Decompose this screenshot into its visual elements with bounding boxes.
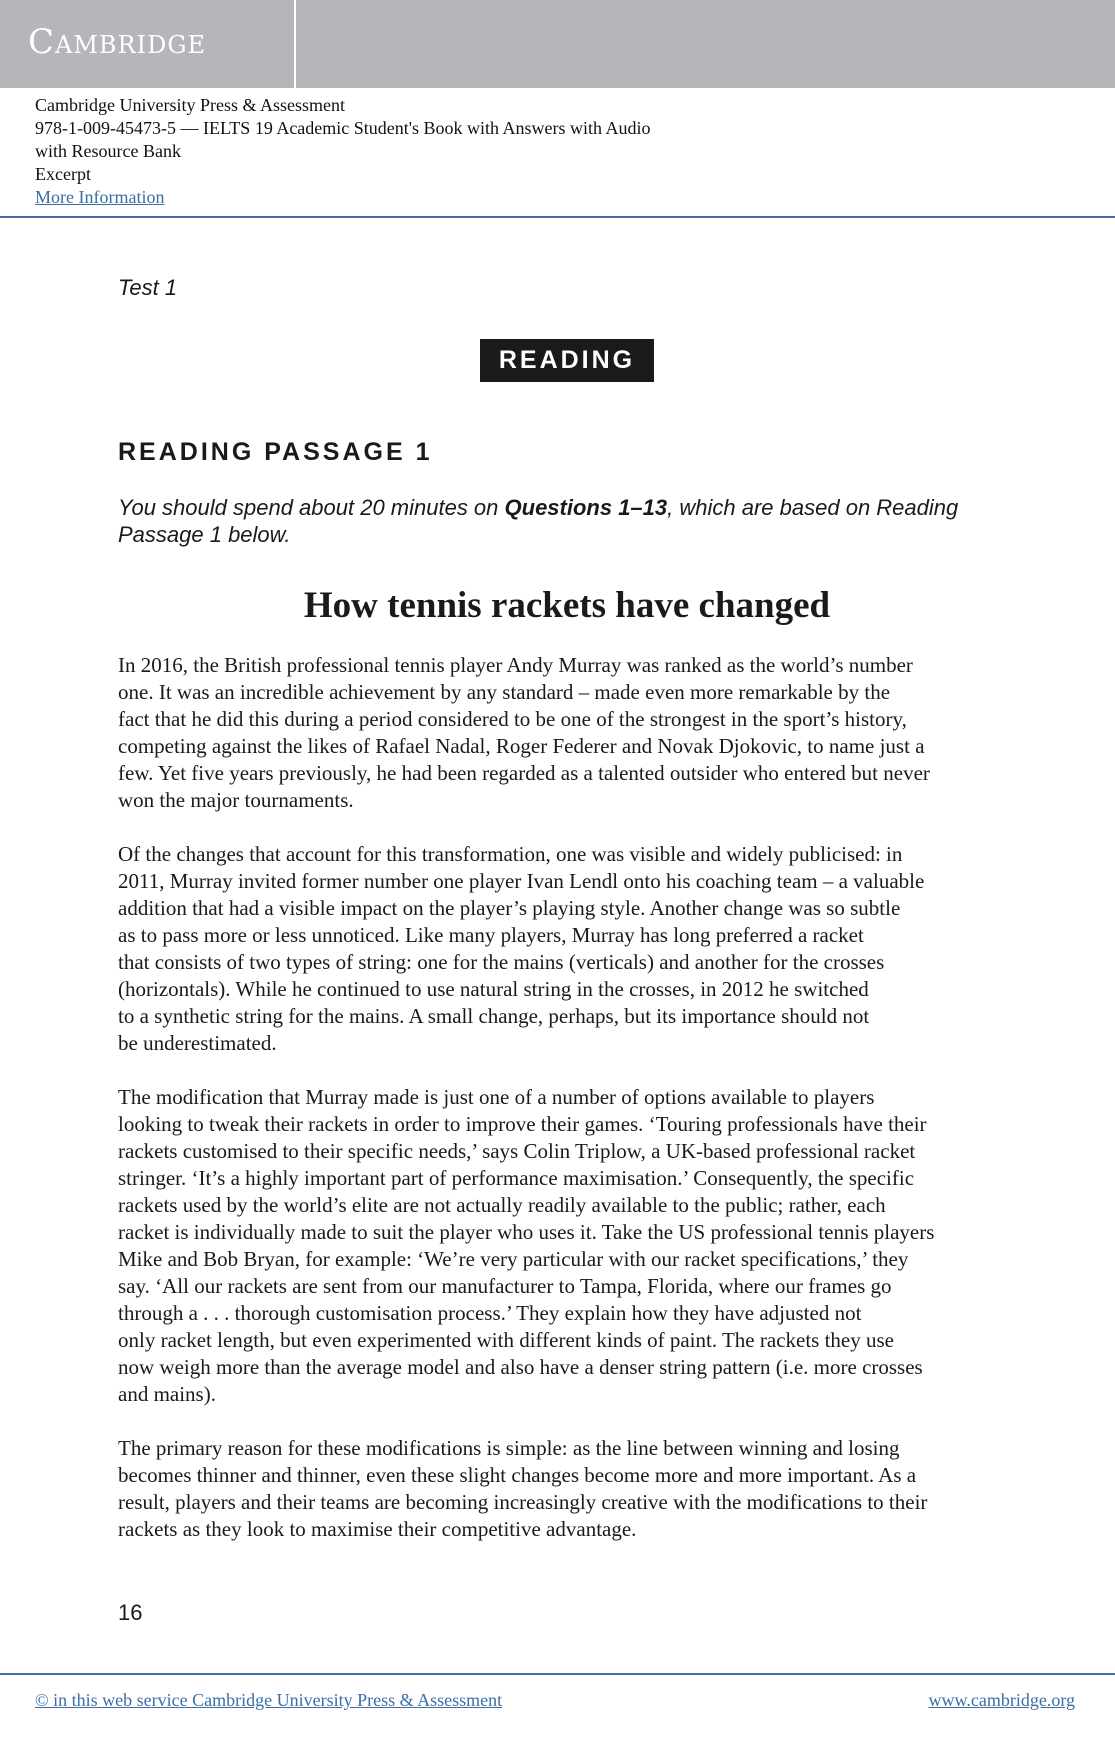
paragraph-line: few. Yet five years previously, he had been regarded as a talented outsider who entered but never: [118, 761, 930, 785]
paragraph-line: say. ‘All our rackets are sent from our manufacturer to Tampa, Florida, where our frames go: [118, 1274, 892, 1298]
paragraph-line: addition that had a visible impact on the player’s playing style. Another change was so subtle: [118, 896, 901, 920]
paragraph-line: stringer. ‘It’s a highly important part of performance maximisation.’ Consequently, the specific: [118, 1166, 915, 1190]
isbn-title-line1: 978-1-009-45473-5 — IELTS 19 Academic Student's Book with Answers with Audio: [35, 118, 651, 138]
instructions-questions-range: Questions 1–13: [504, 495, 668, 520]
paragraph-line: only racket length, but even experimented with different kinds of paint. The rackets they use: [118, 1328, 894, 1352]
paragraph-4: [118, 1435, 1018, 1543]
section-badge: READING: [480, 339, 654, 382]
paragraph-3: [118, 1084, 1018, 1408]
paragraph-2: [118, 841, 1018, 1057]
footer-rule: [0, 1673, 1115, 1675]
paragraph-line: won the major tournaments.: [118, 788, 354, 812]
copyright-link[interactable]: © in this web service Cambridge University Press & Assessment: [35, 1690, 503, 1710]
paragraph-line: becomes thinner and thinner, even these slight changes become more and more important. As a: [118, 1463, 917, 1487]
paragraph-line: The modification that Murray made is just one of a number of options available to players: [118, 1085, 875, 1109]
paragraph-line: to a synthetic string for the mains. A small change, perhaps, but its importance should not: [118, 1004, 870, 1028]
paragraph-line: In 2016, the British professional tennis player Andy Murray was ranked as the world’s number: [118, 653, 913, 677]
cambridge-logo[interactable]: Cambridge: [28, 22, 207, 62]
paragraph-line: fact that he did this during a period considered to be one of the strongest in the sport’s history,: [118, 707, 907, 731]
paragraph-1: [118, 652, 1018, 814]
paragraph-line: looking to tweak their rackets in order to improve their games. ‘Touring professionals have their: [118, 1112, 927, 1136]
paragraph-line: and mains).: [118, 1382, 216, 1406]
instructions: [118, 494, 1008, 548]
paragraph-line: rackets used by the world’s elite are not actually readily available to the public; rather, each: [118, 1193, 886, 1217]
header-rule: [0, 216, 1115, 218]
paragraph-line: rackets customised to their specific needs,’ says Colin Triplow, a UK-based professional racket: [118, 1139, 916, 1163]
more-information-link[interactable]: More Information: [35, 187, 165, 207]
paragraph-line: be underestimated.: [118, 1031, 277, 1055]
paragraph-line: through a . . . thorough customisation process.’ They explain how they have adjusted not: [118, 1301, 862, 1325]
excerpt-label: Excerpt: [35, 164, 91, 184]
paragraph-line: The primary reason for these modifications is simple: as the line between winning and losing: [118, 1436, 900, 1460]
isbn-title-line2: with Resource Bank: [35, 141, 181, 161]
paragraph-line: racket is individually made to suit the player who uses it. Take the US professional tennis players: [118, 1220, 935, 1244]
passage-heading: READING PASSAGE 1: [118, 438, 433, 466]
paragraph-line: now weigh more than the average model and also have a denser string pattern (i.e. more crosses: [118, 1355, 923, 1379]
test-label: Test 1: [118, 275, 178, 300]
article-title: How tennis rackets have changed: [303, 585, 831, 626]
paragraph-line: one. It was an incredible achievement by any standard – made even more remarkable by the: [118, 680, 891, 704]
banner-divider: [294, 0, 296, 88]
paragraph-line: that consists of two types of string: one for the mains (verticals) and another for the crosses: [118, 950, 885, 974]
paragraph-line: (horizontals). While he continued to use natural string in the crosses, in 2012 he switched: [118, 977, 869, 1001]
paragraph-line: as to pass more or less unnoticed. Like many players, Murray has long preferred a racket: [118, 923, 864, 947]
cambridge-site-link[interactable]: www.cambridge.org: [928, 1690, 1075, 1710]
paragraph-line: competing against the likes of Rafael Nadal, Roger Federer and Novak Djokovic, to name just a: [118, 734, 925, 758]
header-banner: [0, 0, 1115, 88]
paragraph-line: Mike and Bob Bryan, for example: ‘We’re very particular with our racket specifications,’ they: [118, 1247, 909, 1271]
paragraph-line: Of the changes that account for this transformation, one was visible and widely publicised: in: [118, 842, 903, 866]
paragraph-line: rackets as they look to maximise their competitive advantage.: [118, 1517, 637, 1541]
publisher-name: Cambridge University Press & Assessment: [35, 95, 345, 115]
instructions-text-before: You should spend about 20 minutes on: [118, 495, 505, 520]
instructions-text-after: , which are based on Reading: [667, 495, 959, 520]
paragraph-line: result, players and their teams are becoming increasingly creative with the modifications to their: [118, 1490, 928, 1514]
book-metadata: [35, 94, 651, 209]
page-number: 16: [118, 1600, 143, 1625]
paragraph-line: 2011, Murray invited former number one player Ivan Lendl onto his coaching team – a valuable: [118, 869, 925, 893]
instructions-text-line2: Passage 1 below.: [118, 522, 291, 547]
